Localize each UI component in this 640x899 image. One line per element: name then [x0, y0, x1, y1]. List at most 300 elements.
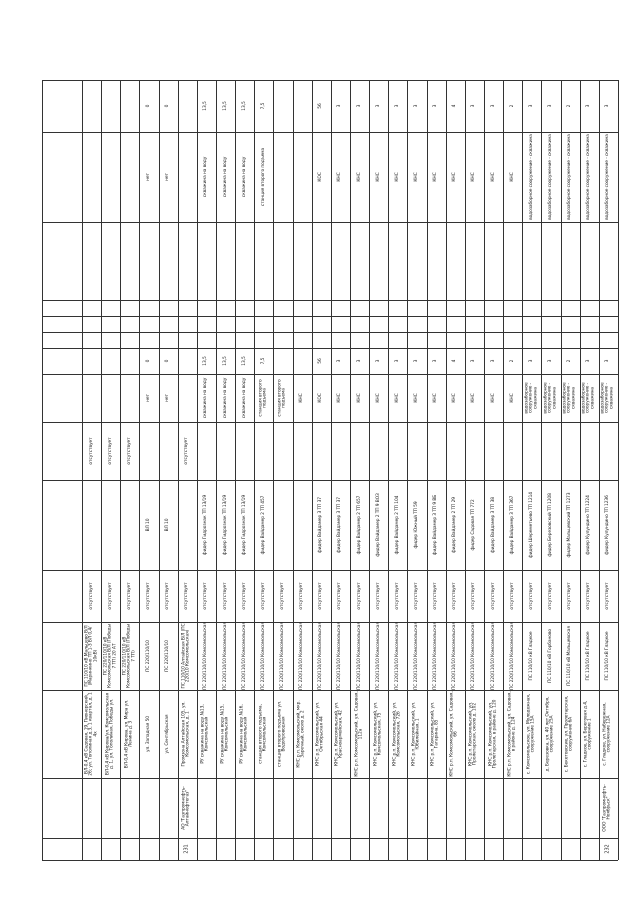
cell-text: водозаборное сооружение - скважина	[566, 134, 572, 220]
cell-object	[216, 690, 235, 778]
cell-text: ПС 110/10 кВ Гладкое	[528, 631, 534, 681]
cell-text: нет	[164, 173, 170, 181]
cell-c2	[139, 348, 158, 374]
cell-text: ООО "Газпромнефть-Ноябрьск"	[603, 784, 613, 832]
cell-c7	[522, 132, 541, 222]
cell-c8	[216, 80, 235, 132]
cell-text: водозаборное сооружение - скважина	[562, 382, 577, 414]
cell-c2	[522, 348, 541, 374]
cell-feeder	[599, 480, 618, 570]
cell-c1	[561, 374, 580, 422]
cell-text: 56	[318, 358, 324, 364]
cell-text: ПС 220/110/10 Комсомольская	[241, 622, 247, 690]
cell-text: станция второго подъема	[277, 379, 287, 417]
cell-feeder	[312, 480, 331, 570]
cell-text: ПС 110/10 кВ Гладкое	[586, 631, 592, 681]
cell-c8	[312, 80, 331, 132]
cell-object	[293, 690, 312, 778]
cell-ps	[82, 622, 101, 690]
cell-text: отсутствует	[241, 582, 247, 610]
cell-text: отсутствует	[260, 582, 266, 610]
cell-text: отсутствует	[184, 582, 190, 610]
cell-ps	[254, 622, 273, 690]
cell-text: ВЛ-0,4 кВ Кирова/ул. Комсомольская д. 1, ул. Тополиная, Победы ул.	[105, 692, 115, 776]
cell-object	[446, 690, 465, 778]
cell-text: фидер Кулундино ТП 1236	[605, 495, 611, 555]
cell-text: 232	[604, 844, 611, 854]
cell-ps	[561, 622, 580, 690]
cell-tp-set	[139, 570, 158, 622]
cell-c1	[235, 374, 254, 422]
cell-object	[254, 690, 273, 778]
cell-text: КНС	[471, 393, 477, 403]
cell-ps	[446, 622, 465, 690]
cell-object	[465, 690, 484, 778]
cell-text: ПС 110/10 кВ Гладкое	[605, 631, 611, 681]
cell-c2	[446, 348, 465, 374]
cell-text: фидер Вайдамер 3 ТП 367	[509, 495, 515, 555]
cell-c1	[197, 374, 216, 422]
cell-text: 3	[490, 359, 496, 363]
cell-text: водозаборное сооружение - скважина	[547, 134, 553, 220]
cell-c1	[350, 374, 369, 422]
cell-c1	[503, 374, 522, 422]
cell-text: КНС	[298, 393, 304, 403]
cell-text: 3	[356, 104, 362, 108]
cell-tp-set	[178, 570, 197, 622]
cell-text: фидер Вайдамер 3 ТП 37	[318, 497, 324, 553]
cell-text: ПС 220/110/10 Комсомольская	[298, 622, 304, 690]
rotated-table	[42, 80, 618, 860]
cell-c7	[407, 132, 426, 222]
cell-feeder	[139, 480, 158, 570]
cell-c1	[273, 374, 292, 422]
table-rule	[42, 80, 43, 860]
cell-c2	[541, 348, 560, 374]
cell-text: 2	[566, 104, 572, 108]
cell-text: КНС р.п. Комсомольский, ул. Октябрьская 44	[315, 702, 326, 766]
cell-object	[312, 690, 331, 778]
cell-c7	[139, 132, 158, 222]
cell-text: фидер Шереметьево ТП 1214	[528, 492, 534, 558]
cell-text: ПС 220/110/10 Комсомольская	[432, 622, 438, 690]
cell-text: РУ скважина на воду №13, Комсомольская	[201, 704, 211, 764]
cell-c8	[484, 80, 503, 132]
cell-c7	[503, 132, 522, 222]
cell-text: ПС 220/110/10 Комсомольская	[471, 622, 477, 690]
cell-object	[159, 690, 178, 778]
cell-text: КНС р.п. Комсомольский, ул. Комсомольская, 75	[373, 702, 383, 766]
cell-text: отсутствует	[471, 582, 477, 610]
cell-c1	[216, 374, 235, 422]
cell-text: фидер Вайдамер 3 ТП 38	[490, 497, 496, 553]
cell-text: отсутствует	[566, 582, 572, 610]
cell-text: 0	[145, 359, 151, 363]
cell-text: фидер Мальцевский ТП 1273	[566, 492, 572, 558]
cell-tp-set	[82, 570, 101, 622]
cell-tp-set	[541, 570, 560, 622]
cell-text: фидер Гидрознак ТП 13/19	[241, 494, 247, 556]
cell-c2	[159, 348, 178, 374]
cell-text: 3	[547, 359, 553, 363]
cell-text: 0	[164, 104, 170, 108]
cell-text: КНС	[432, 393, 438, 403]
cell-object	[369, 690, 388, 778]
cell-text: фидер Вайдамер 3 ТП 9 ВБ	[432, 494, 438, 556]
cell-c2	[561, 348, 580, 374]
cell-text: 4	[452, 104, 458, 108]
cell-text: 7,5	[260, 102, 266, 110]
cell-c1	[427, 374, 446, 422]
cell-text: отсутствует	[394, 582, 400, 610]
cell-text: отсутствует	[586, 582, 592, 610]
cell-result	[120, 422, 139, 480]
cell-c8	[197, 80, 216, 132]
cell-c1	[388, 374, 407, 422]
cell-text: фидер Садовая ТП 772	[471, 499, 477, 551]
cell-c1	[465, 374, 484, 422]
cell-text: 3	[432, 359, 438, 363]
cell-ps	[159, 622, 178, 690]
cell-text: отсутствует	[203, 582, 209, 610]
cell-text: ПС 220/110/10 кВ Комсомольская В/Л (Победы 7 ТП)	[122, 624, 137, 688]
cell-result	[82, 422, 101, 480]
cell-ps	[197, 622, 216, 690]
cell-c7	[312, 132, 331, 222]
cell-c1	[522, 374, 541, 422]
cell-text: ПС 110/10 кВ Мальцево В/Л (Маринкино ТП 1-3 ВЛ 0,4/ 10кВ)	[83, 625, 98, 687]
cell-text: отсутствует	[509, 582, 515, 610]
cell-feeder	[197, 480, 216, 570]
cell-c1	[484, 374, 503, 422]
cell-text: КНС	[337, 393, 343, 403]
cell-feeder	[522, 480, 541, 570]
cell-feeder	[446, 480, 465, 570]
cell-text: ПС 220/110/10 Комсомольская	[337, 622, 343, 690]
cell-feeder	[484, 480, 503, 570]
cell-ps	[503, 622, 522, 690]
cell-c2	[427, 348, 446, 374]
cell-text: 0	[145, 104, 151, 108]
cell-text: водозаборное сооружение - скважина	[581, 382, 596, 414]
cell-text: ПС 220/110/10	[164, 640, 170, 672]
cell-c8	[407, 80, 426, 132]
cell-text: отсутствует	[164, 582, 170, 610]
cell-feeder	[350, 480, 369, 570]
cell-text: станция второго подъема, Комсомольская	[258, 704, 268, 764]
table-rule	[42, 860, 618, 861]
cell-result	[178, 422, 197, 480]
cell-text: КОС	[318, 172, 324, 182]
cell-text: АО "Газпромнефть-Алтайнефтегаз"	[181, 786, 192, 830]
cell-text: КНС р.п. Комсомольский, ул. Пролетарская, около д. 102	[469, 702, 479, 766]
cell-object	[331, 690, 350, 778]
cell-row-no	[178, 838, 197, 860]
cell-c2	[216, 348, 235, 374]
cell-text: ВЛ 10	[164, 518, 170, 532]
cell-text: отсутствует	[605, 582, 611, 610]
cell-text: отсутствует	[298, 582, 304, 610]
cell-ps	[388, 622, 407, 690]
cell-c2	[484, 348, 503, 374]
cell-text: КНС р.п. Комсомольский, ул. Юбилейная, 1	[411, 702, 421, 766]
cell-text: 13,5	[241, 101, 247, 111]
cell-text: ПС 220/110/10 Комсомольская	[375, 622, 381, 690]
cell-c8	[254, 80, 273, 132]
cell-text: фидер Вайдамер 2 ТП 657	[356, 495, 362, 555]
cell-c2	[331, 348, 350, 374]
cell-c8	[446, 80, 465, 132]
cell-object	[82, 690, 101, 778]
cell-feeder	[159, 480, 178, 570]
cell-object	[484, 690, 503, 778]
cell-c2	[312, 348, 331, 374]
cell-text: скважина на воду	[203, 156, 209, 198]
cell-c7	[599, 132, 618, 222]
cell-c1	[254, 374, 273, 422]
cell-c1	[541, 374, 560, 422]
cell-c2	[580, 348, 599, 374]
cell-tp-set	[522, 570, 541, 622]
cell-text: КНС р.п. Комсомольский, ул. Гагарина, 85	[430, 702, 441, 766]
cell-text: 3	[394, 104, 400, 108]
cell-ps	[484, 622, 503, 690]
cell-c7	[580, 132, 599, 222]
cell-text: ПС 110/10 кВ Мальцевская	[566, 626, 572, 686]
cell-text: 3	[337, 359, 343, 363]
cell-text: 3	[432, 104, 438, 108]
cell-c2	[503, 348, 522, 374]
cell-c2	[369, 348, 388, 374]
cell-text: КНС	[471, 172, 477, 182]
cell-text: КНС	[413, 172, 419, 182]
cell-text: 3	[586, 104, 592, 108]
cell-ps	[350, 622, 369, 690]
cell-text: ПС 220/110/10 Комсомольская	[260, 622, 266, 690]
cell-text: станция второго подъема ул. Водопроводная	[277, 701, 287, 768]
cell-text: водозаборное сооружение - скважина	[600, 382, 615, 414]
cell-text: фидер Березовский ТП 1208	[547, 493, 553, 557]
cell-text: ПС 220/110/10 Комсомольская	[490, 622, 496, 690]
cell-text: скважина на воду	[241, 377, 247, 419]
cell-text: 3	[356, 359, 362, 363]
cell-c7	[197, 132, 216, 222]
cell-c1	[159, 374, 178, 422]
cell-text: ПС 220/110/10 Комсомольская	[279, 622, 285, 690]
cell-ps	[541, 622, 560, 690]
cell-ps	[273, 622, 292, 690]
cell-text: 3	[605, 359, 611, 363]
cell-text: 3	[528, 359, 534, 363]
cell-text: фидер Вайдамер 2 ТП 9 ВОЗ	[375, 493, 381, 557]
cell-text: с. Гладкое, ул. Набережная, сооружение 12А	[603, 702, 613, 766]
cell-c1	[580, 374, 599, 422]
cell-text: ВЛ-0,4 кВ Кирова, ул. Мира ул. Ленина д. 3	[124, 699, 134, 769]
cell-text: 3	[471, 359, 477, 363]
cell-object	[599, 690, 618, 778]
cell-row-no	[599, 838, 618, 860]
cell-object	[120, 690, 139, 778]
cell-text: КНС р.п. Комсомольский, ул. Пролетарская, в районе д. 120	[488, 699, 498, 769]
cell-text: КНС	[337, 172, 343, 182]
cell-c2	[599, 348, 618, 374]
cell-tp-set	[465, 570, 484, 622]
cell-text: 13,5	[222, 356, 228, 366]
cell-tp-set	[273, 570, 292, 622]
cell-c7	[350, 132, 369, 222]
cell-text: нет	[145, 394, 151, 402]
cell-text: КНС	[509, 172, 515, 182]
cell-text: фидер Вайдамер 2 ТП 104	[394, 495, 400, 555]
cell-tp-set	[312, 570, 331, 622]
cell-c8	[350, 80, 369, 132]
cell-text: отсутствует	[279, 582, 285, 610]
cell-tp-set	[254, 570, 273, 622]
cell-text: скважина на воду	[222, 156, 228, 198]
cell-text: нет	[145, 173, 151, 181]
cell-c8	[561, 80, 580, 132]
cell-c7	[331, 132, 350, 222]
cell-tp-set	[216, 570, 235, 622]
cell-feeder	[369, 480, 388, 570]
cell-c8	[369, 80, 388, 132]
cell-text: отсутствует	[528, 582, 534, 610]
cell-text: КНС р.п. Комсомольский, ул. Садовая, в районе д. 124	[507, 691, 517, 777]
cell-c8	[139, 80, 158, 132]
cell-c8	[465, 80, 484, 132]
cell-org	[599, 778, 618, 838]
cell-text: отсутствует	[432, 582, 438, 610]
cell-c2	[235, 348, 254, 374]
cell-c8	[427, 80, 446, 132]
cell-text: КНС	[356, 393, 362, 403]
cell-c1	[446, 374, 465, 422]
cell-text: отсутствует	[222, 582, 228, 610]
cell-text: 13,5	[241, 356, 247, 366]
cell-text: ул. Сентябрьская	[164, 714, 170, 754]
cell-text: КНС	[490, 172, 496, 182]
cell-c1	[599, 374, 618, 422]
cell-c8	[599, 80, 618, 132]
cell-text: отсутствует	[452, 582, 458, 610]
cell-c7	[561, 132, 580, 222]
cell-c7	[446, 132, 465, 222]
cell-text: КНС р.п. Комсомольский, мкр. Заречный, около д. 2	[296, 700, 307, 768]
cell-c1	[312, 374, 331, 422]
cell-text: КНС	[375, 393, 381, 403]
cell-c8	[388, 80, 407, 132]
cell-text: КОС	[318, 393, 324, 403]
cell-c7	[484, 132, 503, 222]
cell-object	[407, 690, 426, 778]
cell-c8	[235, 80, 254, 132]
cell-text: КНС р.п. Комсомольский, ул. Красноармейская, 42	[335, 702, 345, 766]
cell-ps	[599, 622, 618, 690]
cell-c7	[427, 132, 446, 222]
cell-ps	[369, 622, 388, 690]
cell-ps	[465, 622, 484, 690]
cell-ps	[293, 622, 312, 690]
cell-feeder	[331, 480, 350, 570]
cell-text: ПС 220/110/10 Комсомольская	[203, 622, 209, 690]
cell-c7	[541, 132, 560, 222]
cell-text: станция второго подъема	[260, 147, 266, 207]
cell-ps	[427, 622, 446, 690]
cell-c1	[139, 374, 158, 422]
cell-tp-set	[388, 570, 407, 622]
cell-text: д. Березовка, ул. 40 лет Октября, сооружение 25А	[545, 696, 555, 772]
cell-text: фидер Вайдамер 3 ТП 37	[337, 497, 343, 553]
cell-text: отсутствует	[375, 582, 381, 610]
cell-text: отсутствует	[413, 582, 419, 610]
cell-text: ПС 110/10 Алтайская В/Л (ПС 220/10 Комсомольская)	[181, 623, 192, 689]
cell-feeder	[216, 480, 235, 570]
cell-text: с. Комсомольское, ул. Молодежная, сооружение 15А	[526, 693, 536, 775]
cell-text: 3	[413, 104, 419, 108]
cell-text: КНС	[375, 172, 381, 182]
cell-text: 231	[183, 844, 190, 854]
cell-feeder	[388, 480, 407, 570]
cell-ps	[101, 622, 120, 690]
cell-c7	[216, 132, 235, 222]
cell-object	[522, 690, 541, 778]
cell-object	[503, 690, 522, 778]
cell-text: 3	[394, 359, 400, 363]
cell-object	[388, 690, 407, 778]
cell-ps	[216, 622, 235, 690]
cell-text: ПС 220/110/10 кВ Комсомольская В/Л (Победы 7 ТП) 20 АТ	[103, 624, 117, 688]
cell-text: скважина на воду	[241, 156, 247, 198]
cell-tp-set	[427, 570, 446, 622]
cell-text: 3	[490, 104, 496, 108]
cell-object	[541, 690, 560, 778]
cell-tp-set	[484, 570, 503, 622]
cell-object	[178, 690, 197, 778]
cell-text: скважина на воду	[203, 377, 209, 419]
cell-text: ВЛ 10	[145, 518, 151, 532]
cell-text: ПС 220/110/10 Комсомольская	[356, 622, 362, 690]
cell-text: ПС 220/110/10 Комсомольская	[413, 622, 419, 690]
cell-text: КНС	[452, 393, 458, 403]
cell-text: 3	[547, 104, 553, 108]
cell-feeder	[580, 480, 599, 570]
cell-ps	[407, 622, 426, 690]
cell-text: 2	[509, 359, 515, 363]
cell-text: 2	[566, 359, 572, 363]
cell-text: фидер Вайдамер 2 ТП 457	[260, 495, 266, 555]
cell-text: фидер Гидрознак ТП 13/19	[222, 494, 228, 556]
cell-text: РУ скважина на воду №15, Комсомольская	[220, 704, 230, 764]
cell-text: отсутствует	[337, 582, 343, 610]
cell-text: КНС	[356, 172, 362, 182]
cell-c7	[388, 132, 407, 222]
cell-text: с. Гладкое, ул. Береговая д.4, сооружение 1	[583, 700, 594, 768]
cell-c7	[235, 132, 254, 222]
cell-object	[139, 690, 158, 778]
cell-tp-set	[197, 570, 216, 622]
cell-c8	[331, 80, 350, 132]
cell-c2	[254, 348, 273, 374]
cell-text: КНС	[509, 393, 515, 403]
cell-text: ПС 110/10 кВ Горбаново	[547, 629, 553, 683]
cell-text: ПС 220/110/10 Комсомольская	[318, 622, 324, 690]
cell-text: 7,5	[260, 357, 266, 365]
cell-text: фидер Кулундино ТП 1224	[586, 495, 592, 555]
cell-result	[101, 422, 120, 480]
cell-feeder	[503, 480, 522, 570]
cell-feeder	[254, 480, 273, 570]
cell-feeder	[427, 480, 446, 570]
